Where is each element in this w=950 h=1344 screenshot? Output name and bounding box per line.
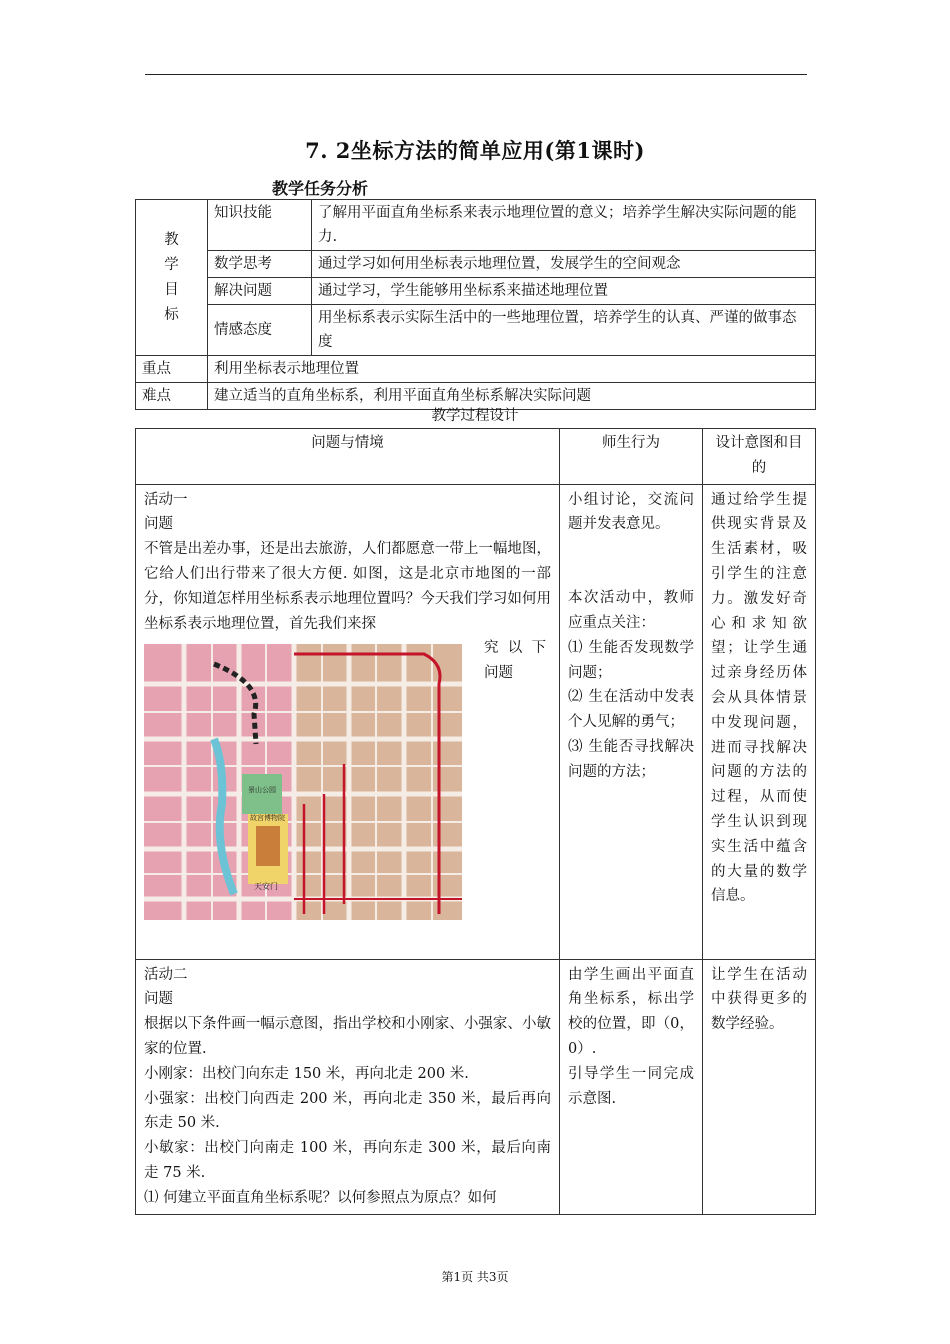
objective-label: 数学思考 [208,251,312,278]
activity1-teacher: 小组讨论，交流问题并发表意见。 本次活动中，教师应重点关注： ⑴ 生能否发现数学问题； ⑵ 生在活动中发表个人见解的勇气； ⑶ 生能否寻找解决问题的方法； [560,484,703,959]
objective-text: 用坐标系表示实际生活中的一些地理位置，培养学生的认真、严谨的做事态度 [312,305,816,356]
process-table [135,428,816,1215]
objective-row [136,305,816,356]
objective-text: 通过学习，学生能够用坐标系来描述地理位置 [312,278,816,305]
activity2-title: 活动二 [144,966,188,983]
activity1-sub: 问题 [144,516,173,533]
map-label-jingshan: 景山公园 [248,786,276,795]
objective-label: 情感态度 [208,305,312,356]
objective-text: 了解用平面直角坐标系来表示地理位置的意义；培养学生解决实际问题的能力. [312,200,816,251]
page-title: 7. 2坐标方法的简单应用(第1课时) [305,138,645,163]
activity2-teacher: 由学生画出平面直角坐标系，标出学校的位置，即（0，0）. 引导学生一同完成示意图. [560,959,703,1214]
activity1-scenario [136,484,560,959]
page-footer: 第1页 共3页 [441,1270,509,1284]
header-purpose: 设计意图和目的 [703,429,816,485]
key-point-text: 利用坐标表示地理位置 [208,356,816,383]
objective-label: 知识技能 [208,200,312,251]
activity1-para: 不管是出差办事，还是出去旅游，人们都愿意一带上一幅地图，它给人们出行带来了很大方便. 如图，这是北京市地图的一部分，你知道怎样用坐标系表示地理位置吗？今天我们学习如何用坐标系表示地理位置，首先我们来探 [144,541,551,632]
activity2-row [136,959,816,1214]
key-point-label: 重点 [136,356,208,383]
map-label-tiananmen: 天安门 [254,882,278,892]
key-point-row [136,356,816,383]
objective-row [136,200,816,251]
activity2-sub: 问题 [144,991,173,1008]
beijing-map-image [144,644,462,920]
process-header-row [136,429,816,485]
activity1-row [136,484,816,959]
objective-text: 通过学习如何用坐标表示地理位置，发展学生的空间观念 [312,251,816,278]
map-graphic [144,644,462,920]
header-teacher: 师生行为 [560,429,703,485]
objective-row [136,251,816,278]
objective-label: 解决问题 [208,278,312,305]
difficulty-text: 建立适当的直角坐标系，利用平面直角坐标系解决实际问题 [208,383,816,410]
task-analysis-heading: 教学任务分析 [272,179,369,198]
header-rule [145,74,807,75]
task-analysis-table [135,199,816,410]
activity1-title: 活动一 [144,491,188,508]
header-scenario: 问题与情境 [136,429,560,485]
activity2-scenario: 活动二 问题 根据以下条件画一幅示意图，指出学校和小刚家、小强家、小敏家的位置. 小刚家：出校门向东走 150 米，再向北走 200 米. 小强家：出校门向西走 200 米，再向北走 350 米，最后再向东走 50 米. 小敏家：出校门向南走 100 米，再向东走 300 米，最后向南走 75 米. ⑴ 何建立平面直角坐标系呢？以何参照点为原点？如何 [136,959,560,1214]
activity2-purpose: 让学生在活动中获得更多的数学经验。 [703,959,816,1214]
map-side-text: 究 以 下 问题 [484,640,546,682]
objectives-label: 教 学 目 标 [136,200,208,356]
process-heading: 教学过程设计 [431,408,519,424]
map-area [144,636,551,922]
activity1-purpose: 通过给学生提供现实背景及生活素材，吸引学生的注意力。激发好奇心和求知欲望；让学生通过亲身经历体会从具体情景中发现问题，进而寻找解决问题的方法的过程，从而使学生认识到现实生活中蕴含的大量的数学信息。 [703,484,816,959]
objective-row [136,278,816,305]
map-label-palace: 故宫博物院 [250,814,285,823]
difficulty-label: 难点 [136,383,208,410]
